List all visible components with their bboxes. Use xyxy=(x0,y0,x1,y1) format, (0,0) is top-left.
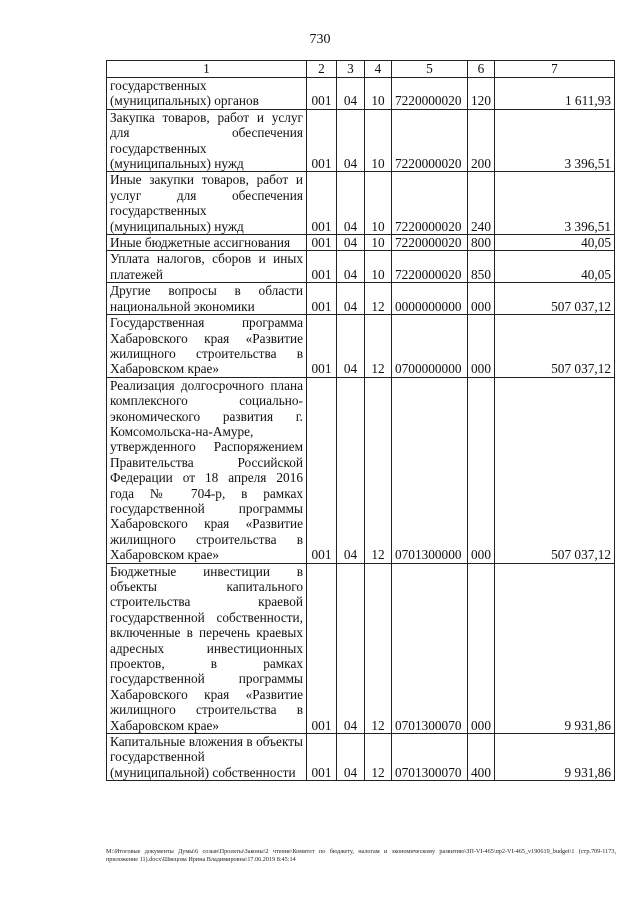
row-c6-cell: 000 xyxy=(468,283,495,315)
row-c5-cell: 0700000000 xyxy=(392,315,468,378)
row-c7-cell: 3 396,51 xyxy=(495,109,615,172)
row-c5-cell: 0701300070 xyxy=(392,734,468,781)
row-c7-cell: 507 037,12 xyxy=(495,315,615,378)
row-c6-cell: 000 xyxy=(468,563,495,733)
row-c6-cell: 240 xyxy=(468,172,495,235)
row-name-cell: Иные закупки товаров, работ и услуг для обеспечения государственных (муниципальных) нужд xyxy=(107,172,307,235)
row-name-cell: Бюджетные инвестиции в объекты капитального строительства краевой государственной собственности, включенные в перечень краевых адресных инвестиционных проектов, в рамках государственной программы Хабаровского края «Развитие жилищного строительства в Хабаровском крае» xyxy=(107,563,307,733)
row-c4-cell: 12 xyxy=(365,734,392,781)
row-name-cell: Иные бюджетные ассигнования xyxy=(107,235,307,251)
table-row xyxy=(107,78,615,110)
header-col-6: 6 xyxy=(468,61,495,78)
row-c3-cell: 04 xyxy=(337,235,365,251)
row-c3-cell: 04 xyxy=(337,251,365,283)
row-c5-cell: 7220000020 xyxy=(392,109,468,172)
row-c7-cell: 40,05 xyxy=(495,251,615,283)
row-c2-cell: 001 xyxy=(307,315,337,378)
table-row xyxy=(107,235,615,251)
header-col-4: 4 xyxy=(365,61,392,78)
row-c7-cell: 40,05 xyxy=(495,235,615,251)
file-path-footer: M:\Итоговые документы Думы\6 созыв\Проекты\Законы\2 чтение\Комитет по бюджету, налогам и экономическому развитию\ЗП-VI-465\пр2-VI-465_v190619_budget\1 (стр.709-1173, приложение 11).docx\Швецова Ирина Владимировна\17.06.2019 8:45:14 xyxy=(106,848,616,863)
table-row xyxy=(107,283,615,315)
row-c4-cell: 10 xyxy=(365,235,392,251)
row-name-cell: Реализация долгосрочного плана комплексного социально-экономического развития г. Комсомольска-на-Амуре, утвержденного Распоряжением Правительства Российской Федерации от 18 апреля 2016 года № 704-р, в рамках государственной программы Хабаровского края «Развитие жилищного строительства в Хабаровском крае» xyxy=(107,377,307,563)
table-row xyxy=(107,109,615,172)
row-name-cell: государственных (муниципальных) органов xyxy=(107,78,307,110)
table-row xyxy=(107,563,615,733)
row-c2-cell: 001 xyxy=(307,251,337,283)
row-c2-cell: 001 xyxy=(307,734,337,781)
row-c5-cell: 7220000020 xyxy=(392,251,468,283)
row-c2-cell: 001 xyxy=(307,283,337,315)
row-c7-cell: 3 396,51 xyxy=(495,172,615,235)
header-col-2: 2 xyxy=(307,61,337,78)
row-c6-cell: 400 xyxy=(468,734,495,781)
row-c7-cell: 9 931,86 xyxy=(495,563,615,733)
table-row xyxy=(107,251,615,283)
row-c3-cell: 04 xyxy=(337,78,365,110)
row-c7-cell: 9 931,86 xyxy=(495,734,615,781)
row-c6-cell: 800 xyxy=(468,235,495,251)
row-c3-cell: 04 xyxy=(337,315,365,378)
row-name-cell: Другие вопросы в области национальной экономики xyxy=(107,283,307,315)
row-c4-cell: 12 xyxy=(365,315,392,378)
row-c6-cell: 120 xyxy=(468,78,495,110)
page-number: 730 xyxy=(309,32,331,47)
row-c4-cell: 12 xyxy=(365,377,392,563)
row-c4-cell: 10 xyxy=(365,78,392,110)
row-c4-cell: 10 xyxy=(365,251,392,283)
row-name-cell: Капитальные вложения в объекты государственной (муниципальной) собственности xyxy=(107,734,307,781)
header-col-1: 1 xyxy=(107,61,307,78)
row-c2-cell: 001 xyxy=(307,172,337,235)
row-c3-cell: 04 xyxy=(337,377,365,563)
row-name-cell: Государственная программа Хабаровского края «Развитие жилищного строительства в Хабаровском крае» xyxy=(107,315,307,378)
row-c4-cell: 10 xyxy=(365,109,392,172)
table-header-row xyxy=(107,61,615,78)
row-c7-cell: 507 037,12 xyxy=(495,283,615,315)
row-c4-cell: 12 xyxy=(365,563,392,733)
row-c5-cell: 7220000020 xyxy=(392,172,468,235)
row-c2-cell: 001 xyxy=(307,235,337,251)
row-c6-cell: 850 xyxy=(468,251,495,283)
row-c5-cell: 7220000020 xyxy=(392,78,468,110)
row-c6-cell: 200 xyxy=(468,109,495,172)
row-c5-cell: 0000000000 xyxy=(392,283,468,315)
row-c2-cell: 001 xyxy=(307,78,337,110)
row-c3-cell: 04 xyxy=(337,734,365,781)
row-c7-cell: 507 037,12 xyxy=(495,377,615,563)
table-row xyxy=(107,172,615,235)
row-c5-cell: 0701300070 xyxy=(392,563,468,733)
budget-table xyxy=(106,60,615,781)
row-c3-cell: 04 xyxy=(337,109,365,172)
row-c2-cell: 001 xyxy=(307,109,337,172)
row-c7-cell: 1 611,93 xyxy=(495,78,615,110)
row-c3-cell: 04 xyxy=(337,563,365,733)
header-col-3: 3 xyxy=(337,61,365,78)
table-row xyxy=(107,734,615,781)
row-c6-cell: 000 xyxy=(468,377,495,563)
row-c6-cell: 000 xyxy=(468,315,495,378)
row-name-cell: Уплата налогов, сборов и иных платежей xyxy=(107,251,307,283)
row-c4-cell: 12 xyxy=(365,283,392,315)
row-c5-cell: 7220000020 xyxy=(392,235,468,251)
row-c2-cell: 001 xyxy=(307,377,337,563)
row-c3-cell: 04 xyxy=(337,172,365,235)
row-c3-cell: 04 xyxy=(337,283,365,315)
row-c2-cell: 001 xyxy=(307,563,337,733)
row-c4-cell: 10 xyxy=(365,172,392,235)
row-c5-cell: 0701300000 xyxy=(392,377,468,563)
table-row xyxy=(107,377,615,563)
row-name-cell: Закупка товаров, работ и услуг для обеспечения государственных (муниципальных) нужд xyxy=(107,109,307,172)
header-col-7: 7 xyxy=(495,61,615,78)
header-col-5: 5 xyxy=(392,61,468,78)
table-row xyxy=(107,315,615,378)
